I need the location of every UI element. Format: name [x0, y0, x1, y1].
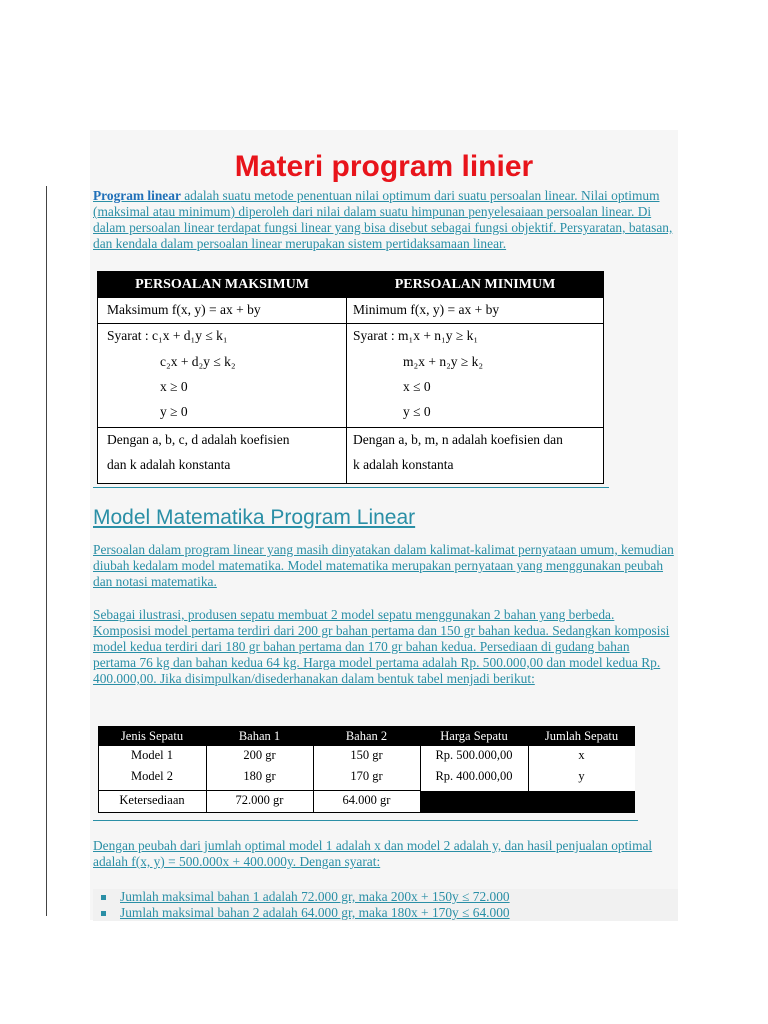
problem-table — [97, 271, 604, 484]
bullet-icon — [101, 895, 106, 900]
bullet-icon — [101, 911, 106, 916]
col-header-quantity: Jumlah Sepatu — [544, 729, 619, 743]
col-header-type: Jenis Sepatu — [120, 729, 184, 743]
list-item — [101, 905, 510, 921]
underline-rule — [93, 487, 609, 488]
table-cell: 150 gr — [350, 748, 383, 762]
problem-table-header — [98, 272, 603, 298]
constraint-list — [93, 889, 678, 921]
list-item — [101, 889, 510, 905]
max-constraint-3: x ≥ 0 — [160, 379, 188, 394]
table-cell: 72.000 gr — [235, 793, 284, 807]
section-heading: Model Matematika Program Linear — [93, 506, 416, 529]
table-cell: x — [578, 748, 585, 762]
table-cell: 64.000 gr — [342, 793, 391, 807]
row-divider — [98, 790, 420, 791]
shoe-table — [98, 726, 635, 813]
min-constraint-1: Syarat : m₁x + n₁y ≥ k₁ — [353, 328, 479, 343]
table-cell: Rp. 400.000,00 — [435, 769, 513, 783]
table-cell: 180 gr — [243, 769, 276, 783]
table-cell: y — [578, 769, 585, 783]
column-divider — [346, 272, 347, 483]
table-cell: Model 2 — [130, 769, 173, 783]
intro-term: Program linear — [93, 188, 181, 203]
table-cell: Ketersediaan — [119, 793, 185, 807]
margin-line — [46, 186, 47, 916]
col-header-price: Harga Sepatu — [440, 729, 508, 743]
col-header-material2: Bahan 2 — [345, 729, 388, 743]
table-cell: Model 1 — [130, 748, 173, 762]
max-constraint-4: y ≥ 0 — [160, 404, 188, 419]
intro-text: adalah suatu metode penentuan nilai optimum dari suatu persoalan linear. Nilai optimum (maksimal atau minimum) diperoleh dari nilai dalam suatu himpunan penyelesaiaan persoalan linear. Di dalam persoalan linear terdapat fungsi linear yang bisa disebut sebagai fungsi objektif. Persyaratan, batasan, dan kendala dalam persoalan linear merupakan sistem pertidaksamaan linear. — [93, 188, 673, 251]
paragraph-illustration: Sebagai ilustrasi, produsen sepatu membuat 2 model sepatu menggunakan 2 bahan yang berbeda. Komposisi model pertama terdiri dari 200 gr bahan pertama dan 150 gr bahan kedua. Sedangkan komposisi model kedua terdiri dari 180 gr bahan pertama dan 170 gr bahan kedua. Persediaan di gudang bahan pertama 76 kg dan bahan kedua 64 kg. Harga model pertama adalah Rp. 500.000,00 dan model kedua Rp. 400.000,00. Jika disimpulkan/disederhanakan dalam bentuk tabel menjadi berikut: — [93, 607, 670, 686]
table-cell: 200 gr — [243, 748, 276, 762]
page-title: Materi program linier — [234, 150, 534, 183]
list-item-text: Jumlah maksimal bahan 1 adalah 72.000 gr, maka 200x + 150y ≤ 72.000 — [120, 889, 510, 904]
min-note-line1: Dengan a, b, m, n adalah koefisien dan — [353, 432, 563, 447]
table-cell: 170 gr — [350, 769, 383, 783]
header-maximum: PERSOALAN MAKSIMUM — [135, 277, 309, 292]
blank-filled-cell — [420, 791, 635, 813]
max-note-line1: Dengan a, b, c, d adalah koefisien — [107, 432, 290, 447]
max-constraint-1: Syarat : c₁x + d₁y ≤ k₁ — [107, 328, 228, 343]
row-divider — [98, 427, 603, 428]
min-constraint-4: y ≤ 0 — [403, 404, 431, 419]
row-divider — [98, 323, 603, 324]
col-header-material1: Bahan 1 — [238, 729, 281, 743]
intro-paragraph — [93, 188, 675, 252]
paragraph-conditions: Dengan peubah dari jumlah optimal model 1 adalah x dan model 2 adalah y, dan hasil penjualan optimal adalah f(x, y) = 500.000x + 400.000y. Dengan syarat: — [93, 838, 653, 869]
list-item-text: Jumlah maksimal bahan 2 adalah 64.000 gr, maka 180x + 170y ≤ 64.000 — [120, 905, 510, 920]
max-constraint-2: c₂x + d₂y ≤ k₂ — [160, 354, 236, 369]
min-constraint-3: x ≤ 0 — [403, 379, 431, 394]
underline-rule — [93, 820, 638, 821]
min-note-line2: k adalah konstanta — [353, 457, 454, 472]
max-note-line2: dan k adalah konstanta — [107, 457, 231, 472]
shoe-table-header — [98, 726, 635, 746]
max-objective: Maksimum f(x, y) = ax + by — [107, 302, 261, 317]
header-minimum: PERSOALAN MINIMUM — [394, 277, 556, 292]
min-objective: Minimum f(x, y) = ax + by — [353, 302, 500, 317]
min-constraint-2: m₂x + n₂y ≥ k₂ — [403, 354, 484, 369]
paragraph-model: Persoalan dalam program linear yang masih dinyatakan dalam kalimat-kalimat pernyataan umum, kemudian diubah kedalam model matematika. Model matematika merupakan pernyataan yang menggunakan peubah dan notasi matematika. — [93, 542, 674, 589]
table-border — [98, 812, 420, 813]
table-cell: Rp. 500.000,00 — [435, 748, 513, 762]
